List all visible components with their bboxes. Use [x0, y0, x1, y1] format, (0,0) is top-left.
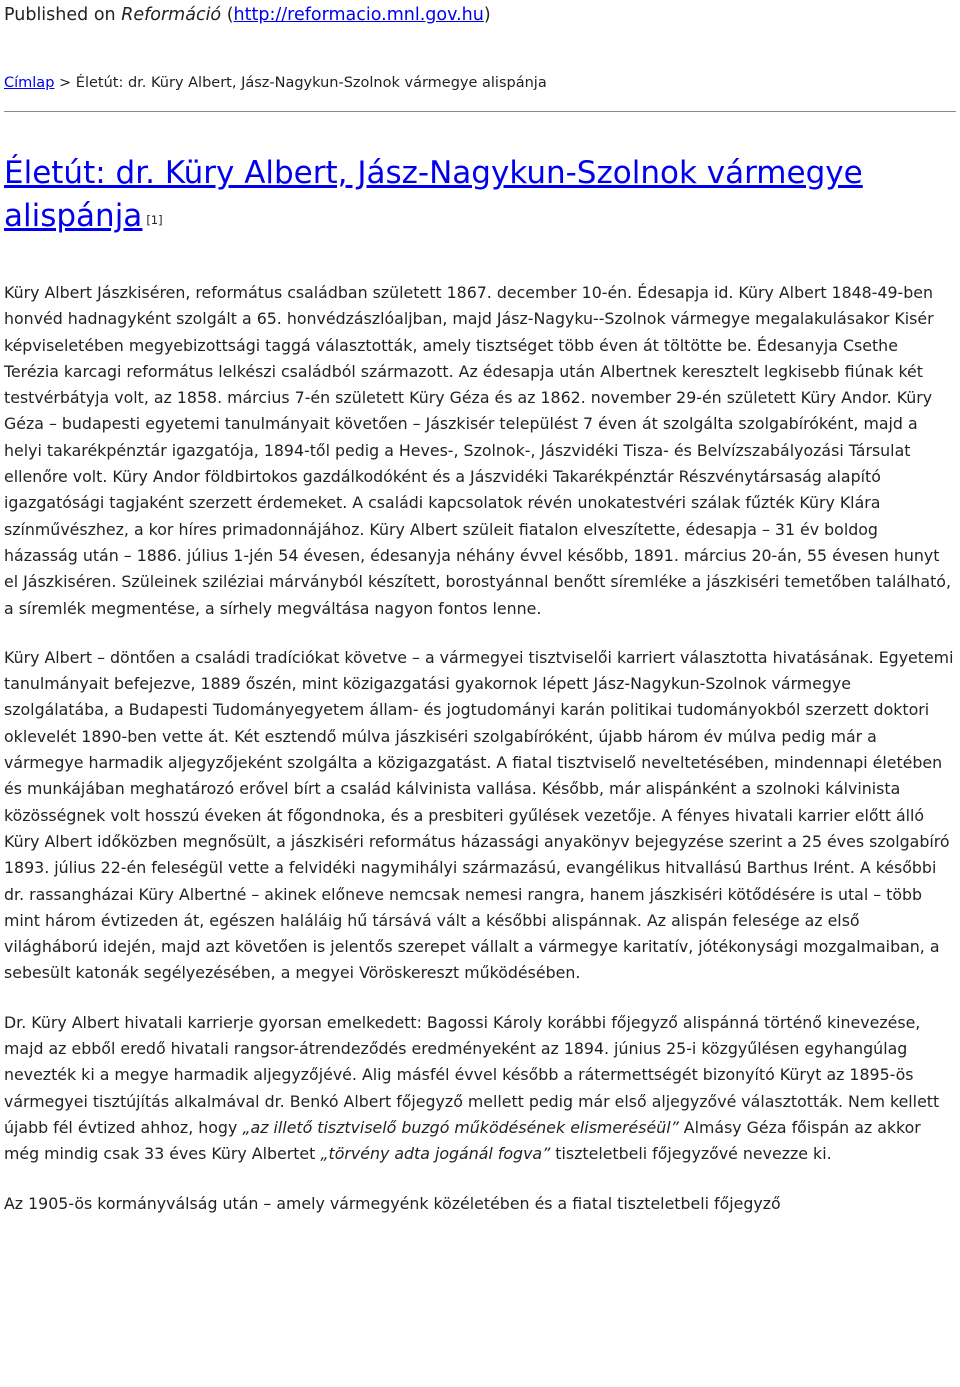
paragraph-3-quote-1: „az illető tisztviselő buzgó működésének elismeréséül”	[242, 1117, 679, 1137]
published-line	[4, 2, 491, 28]
paragraph-3-part-1: Dr. Küry Albert hivatali karrierje gyorsan emelkedett: Bagossi Károly korábbi főjegyző alispánná történő kinevezése, majd az ebből eredő hivatali rangsor-átrendeződés eredményeként az 1894. június 25-i közgyűlésen egyhangúlag nevezték ki a megye harmadik aljegyzőjévé. Alig másfél évvel később a rátermettségét bizonyító Küryt az 1895-ös vármegyei tisztújítás alkalmával dr. Benkó Albert főjegyző mellett pedig már első aljegyzővé választották. Nem kellett újabb fél évtized ahhoz, hogy	[4, 1012, 940, 1137]
reference-marker: [1]	[146, 213, 163, 227]
paragraph-3-quote-2: „törvény adta jogánál fogva”	[320, 1144, 551, 1164]
article-body	[4, 280, 956, 1240]
paragraph-4: Az 1905-ös kormányválság után – amely vármegyénk közéletében és a fiatal tiszteletbeli főjegyző	[4, 1193, 781, 1213]
site-name: Reformáció	[121, 5, 222, 25]
published-prefix: Published on	[4, 5, 122, 25]
paragraph-1: Küry Albert Jászkiséren, református családban született 1867. december 10-én. Édesapja id. Küry Albert 1848-49-ben honvéd hadnagyként szolgált a 65. honvédzászlóaljban, majd Jász-Nagyku--Szolnok vármegye megalakulásakor Kisér képviseletében megyebizottsági taggá választották, amely tisztséget több éven át töltötte be. Édesanyja Csethe Terézia karcagi református lelkészi családból származott. Az édesapja után Albertnek keresztelt legkisebb fiúnak két testvérbátyja volt, az 1858. március 7-én született Küry Géza és az 1862. november 29-én született Küry Andor. Küry Géza – budapesti egyetemi tanulmányait követően – Jászkisér települést 7 éven át szolgálta szolgabíróként, majd a helyi takarékpénztár igazgatója, 1894-től pedig a Heves-, Szolnok-, Jászvidéki Tisza- és Belvízszabályozási Társulat ellenőre volt. Küry Andor földbirtokos gazdálkodóként és a Jászvidéki Takarékpénztár Részvénytársaság alapító igazgatósági tagjaként szerzett érdemeket. A családi kapcsolatok révén unokatestvéri szálak fűzték Küry Klára színművészhez, a kor híres primadonnájához. Küry Albert szüleit fiatalon elveszítette, édesapja – 31 év boldog házasság után – 1886. július 1-jén 54 évesen, édesanyja néhány évvel később, 1891. március 20-án, 55 évesen hunyt el Jászkiséren. Szüleinek sziléziai márványból készített, borostyánnal benőtt síremléke a jászkiséri temetőben található, a síremlék megmentése, a sírhely megváltása nagyon fontos lenne.	[4, 283, 951, 618]
breadcrumb	[4, 72, 547, 94]
site-url-link[interactable]: http://reformacio.mnl.gov.hu	[233, 5, 484, 25]
paragraph-3-part-2: Almásy Géza főispán az akkor még mindig csak 33 éves Küry Albertet	[4, 1117, 921, 1164]
paragraph-2: Küry Albert – döntően a családi tradíciókat követve – a vármegyei tisztviselői karriert választotta hivatásának. Egyetemi tanulmányait befejezve, 1889 őszén, mint közigazgatási gyakornok lépett Jász-Nagykun-Szolnok vármegye szolgálatába, a Budapesti Tudományegyetem állam- és jogtudományi karán politikai tudományokból szerzett doktori oklevelét 1890-ben vette át. Két esztendő múlva jászkiséri szolgabíróként, újabb három év múlva pedig már a vármegye harmadik aljegyzőjeként szolgálta a közigazgatást. A fiatal tisztviselő neveltetésében, mindennapi életében és munkájában meghatározó erővel bírt a család kálvinista vallása. Később, már alispánként a szolnoki kálvinista közösségnek volt hosszú éveken át főgondnoka, és a presbiteri gyűlések vezetője. A fényes hivatali karrier előtt álló Küry Albert időközben megnősült, a jászkiséri református házassági anyakönyv bejegyzése szerint a 25 éves szolgabíró 1893. július 22-én feleségül vette a felvidéki nagymihályi származású, evangélikus hitvallású Barthus Irént. A későbbi dr. rassangházai Küry Albertné – akinek előneve nemcsak nemesi rangra, hanem jászkiséri kötődésére is utal – több mint három évtizeden át, egészen haláláig hű társává vált a későbbi alispánnak. Az alispán felesége az első világháború idején, majd azt követően is jelentős szerepet vállalt a vármegye karitatív, jótékonysági mozgalmaiban, a sebesült katonák segélyezésében, a megyei Vöröskereszt működésében.	[4, 647, 954, 983]
url-open: (	[221, 5, 234, 25]
paragraph-3-part-3: tiszteletbeli főjegyzővé nevezze ki.	[550, 1144, 832, 1164]
page-title	[4, 152, 956, 242]
url-close: )	[483, 5, 491, 25]
page-title-link[interactable]: Életút: dr. Küry Albert, Jász-Nagykun-Szolnok vármegye alispánja	[4, 155, 863, 234]
paragraph-3	[4, 1010, 956, 1168]
breadcrumb-home-link[interactable]: Címlap	[4, 75, 55, 91]
breadcrumb-current: Életút: dr. Küry Albert, Jász-Nagykun-Szolnok vármegye alispánja	[75, 75, 547, 91]
breadcrumb-separator: >	[54, 75, 76, 91]
divider	[4, 111, 956, 112]
